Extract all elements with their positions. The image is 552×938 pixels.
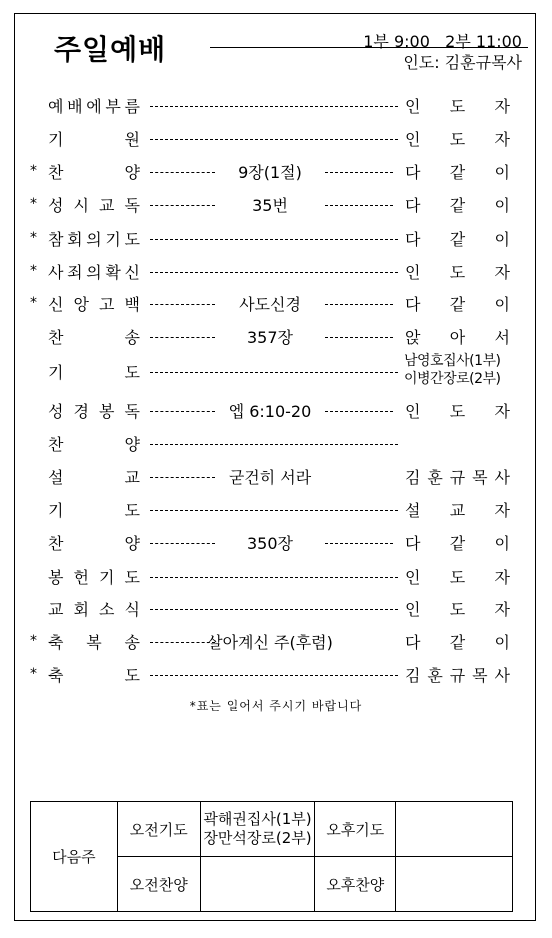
stand-marker: *	[30, 230, 37, 246]
order-item-presenter: 인 도 자	[405, 263, 510, 282]
service-times: 1부 9:00 2부 11:00	[363, 32, 522, 51]
order-item-detail: 굳건히 서라	[228, 468, 312, 487]
morning-prayer-value	[200, 802, 315, 857]
leader-dots	[150, 106, 398, 107]
order-item-presenter: 김 훈 규 목 사	[405, 666, 510, 685]
order-item-label: 찬 송	[48, 328, 140, 347]
order-item-label: 기 도	[48, 363, 140, 382]
leader-dots	[150, 510, 398, 511]
order-item	[0, 531, 552, 557]
order-item	[0, 663, 552, 689]
order-item	[0, 127, 552, 153]
order-item	[0, 227, 552, 253]
order-item-label: 사 죄 의 확 신	[48, 263, 140, 282]
afternoon-praise-label: 오후찬양	[315, 857, 396, 912]
order-item-label: 설 교	[48, 468, 140, 487]
order-item-presenter: 인 도 자	[405, 568, 510, 587]
leader-dots	[150, 272, 398, 273]
order-item-label: 예 배 에 부 름	[48, 97, 140, 116]
leader-dots	[150, 609, 398, 610]
order-item-presenter: 인 도 자	[405, 130, 510, 149]
order-item-label: 찬 양	[48, 163, 140, 182]
order-item	[0, 498, 552, 524]
order-item-detail: 살아계신 주(후렴)	[207, 633, 333, 652]
stand-marker: *	[30, 666, 37, 682]
order-item-label: 봉 헌 기 도	[48, 568, 140, 587]
order-item-label: 찬 양	[48, 435, 140, 454]
order-item	[0, 565, 552, 591]
morning-praise-label: 오전찬양	[117, 857, 200, 912]
leader-dots	[150, 675, 398, 676]
order-item-label: 참 회 의 기 도	[48, 230, 140, 249]
stand-marker: *	[30, 295, 37, 311]
order-item-presenter: 다 같 이	[405, 230, 510, 249]
order-item-presenter: 다 같 이	[405, 633, 510, 652]
order-item	[0, 465, 552, 491]
order-item-label: 찬 양	[48, 534, 140, 553]
page-title: 주일예배	[54, 33, 167, 66]
order-item-detail: 350장	[247, 534, 293, 553]
morning-prayer-line-1: 곽해권집사(1부)	[203, 810, 312, 828]
order-item-detail: 35번	[252, 196, 288, 215]
next-week-table	[30, 801, 513, 912]
order-item-detail: 엡 6:10-20	[228, 402, 312, 421]
morning-praise-value	[200, 857, 315, 912]
order-item-presenter: 다 같 이	[405, 534, 510, 553]
leader-dots	[150, 577, 398, 578]
order-item	[0, 160, 552, 186]
order-item-label: 성 경 봉 독	[48, 402, 140, 421]
worship-leader: 인도: 김훈규목사	[403, 53, 522, 72]
order-item	[0, 94, 552, 120]
next-week-label: 다음주	[31, 802, 118, 912]
stand-marker: *	[30, 263, 37, 279]
order-item-presenter: 인 도 자	[405, 97, 510, 116]
afternoon-praise-value	[396, 857, 513, 912]
order-item-presenter: 앉 아 서	[405, 328, 510, 347]
morning-prayer-line-2: 장만석장로(2부)	[203, 829, 312, 847]
order-item-detail: 357장	[247, 328, 293, 347]
afternoon-prayer-label: 오후기도	[315, 802, 396, 857]
presenter-line: 이병간장로(2부)	[404, 371, 501, 387]
stand-marker: *	[30, 163, 37, 179]
order-item-label: 기 원	[48, 130, 140, 149]
afternoon-prayer-value	[396, 802, 513, 857]
order-item-label: 성 시 교 독	[48, 196, 140, 215]
order-item	[0, 399, 552, 425]
order-item-detail: 9장(1절)	[238, 163, 302, 182]
standing-note: *표는 일어서 주시기 바랍니다	[189, 699, 363, 713]
leader-dots	[150, 139, 398, 140]
presenter-line: 남영호집사(1부)	[404, 353, 501, 369]
stand-marker: *	[30, 633, 37, 649]
leader-dots	[150, 372, 398, 373]
order-item-presenter: 다 같 이	[405, 196, 510, 215]
leader-dots	[150, 239, 398, 240]
order-item-presenter: 다 같 이	[405, 163, 510, 182]
order-item	[0, 193, 552, 219]
order-item	[0, 325, 552, 351]
header-divider	[210, 47, 528, 48]
order-item-presenter: 인 도 자	[405, 402, 510, 421]
order-item-presenter: 인 도 자	[405, 600, 510, 619]
leader-dots	[150, 444, 398, 445]
order-item-detail: 사도신경	[239, 295, 301, 314]
order-item	[0, 260, 552, 286]
order-item-presenter: 설 교 자	[405, 501, 510, 520]
order-item-label: 기 도	[48, 501, 140, 520]
order-item	[0, 432, 552, 458]
order-item	[0, 630, 552, 656]
stand-marker: *	[30, 196, 37, 212]
order-item	[0, 353, 552, 387]
order-item-label: 축 복 송	[48, 633, 140, 652]
morning-prayer-label: 오전기도	[117, 802, 200, 857]
order-item	[0, 597, 552, 623]
order-item-label: 신 앙 고 백	[48, 295, 140, 314]
order-item-presenter: 김 훈 규 목 사	[405, 468, 510, 487]
order-item-presenter: 다 같 이	[405, 295, 510, 314]
order-item-label: 축 도	[48, 666, 140, 685]
order-item-label: 교 회 소 식	[48, 600, 140, 619]
order-item	[0, 292, 552, 318]
order-item-presenter	[404, 352, 524, 388]
